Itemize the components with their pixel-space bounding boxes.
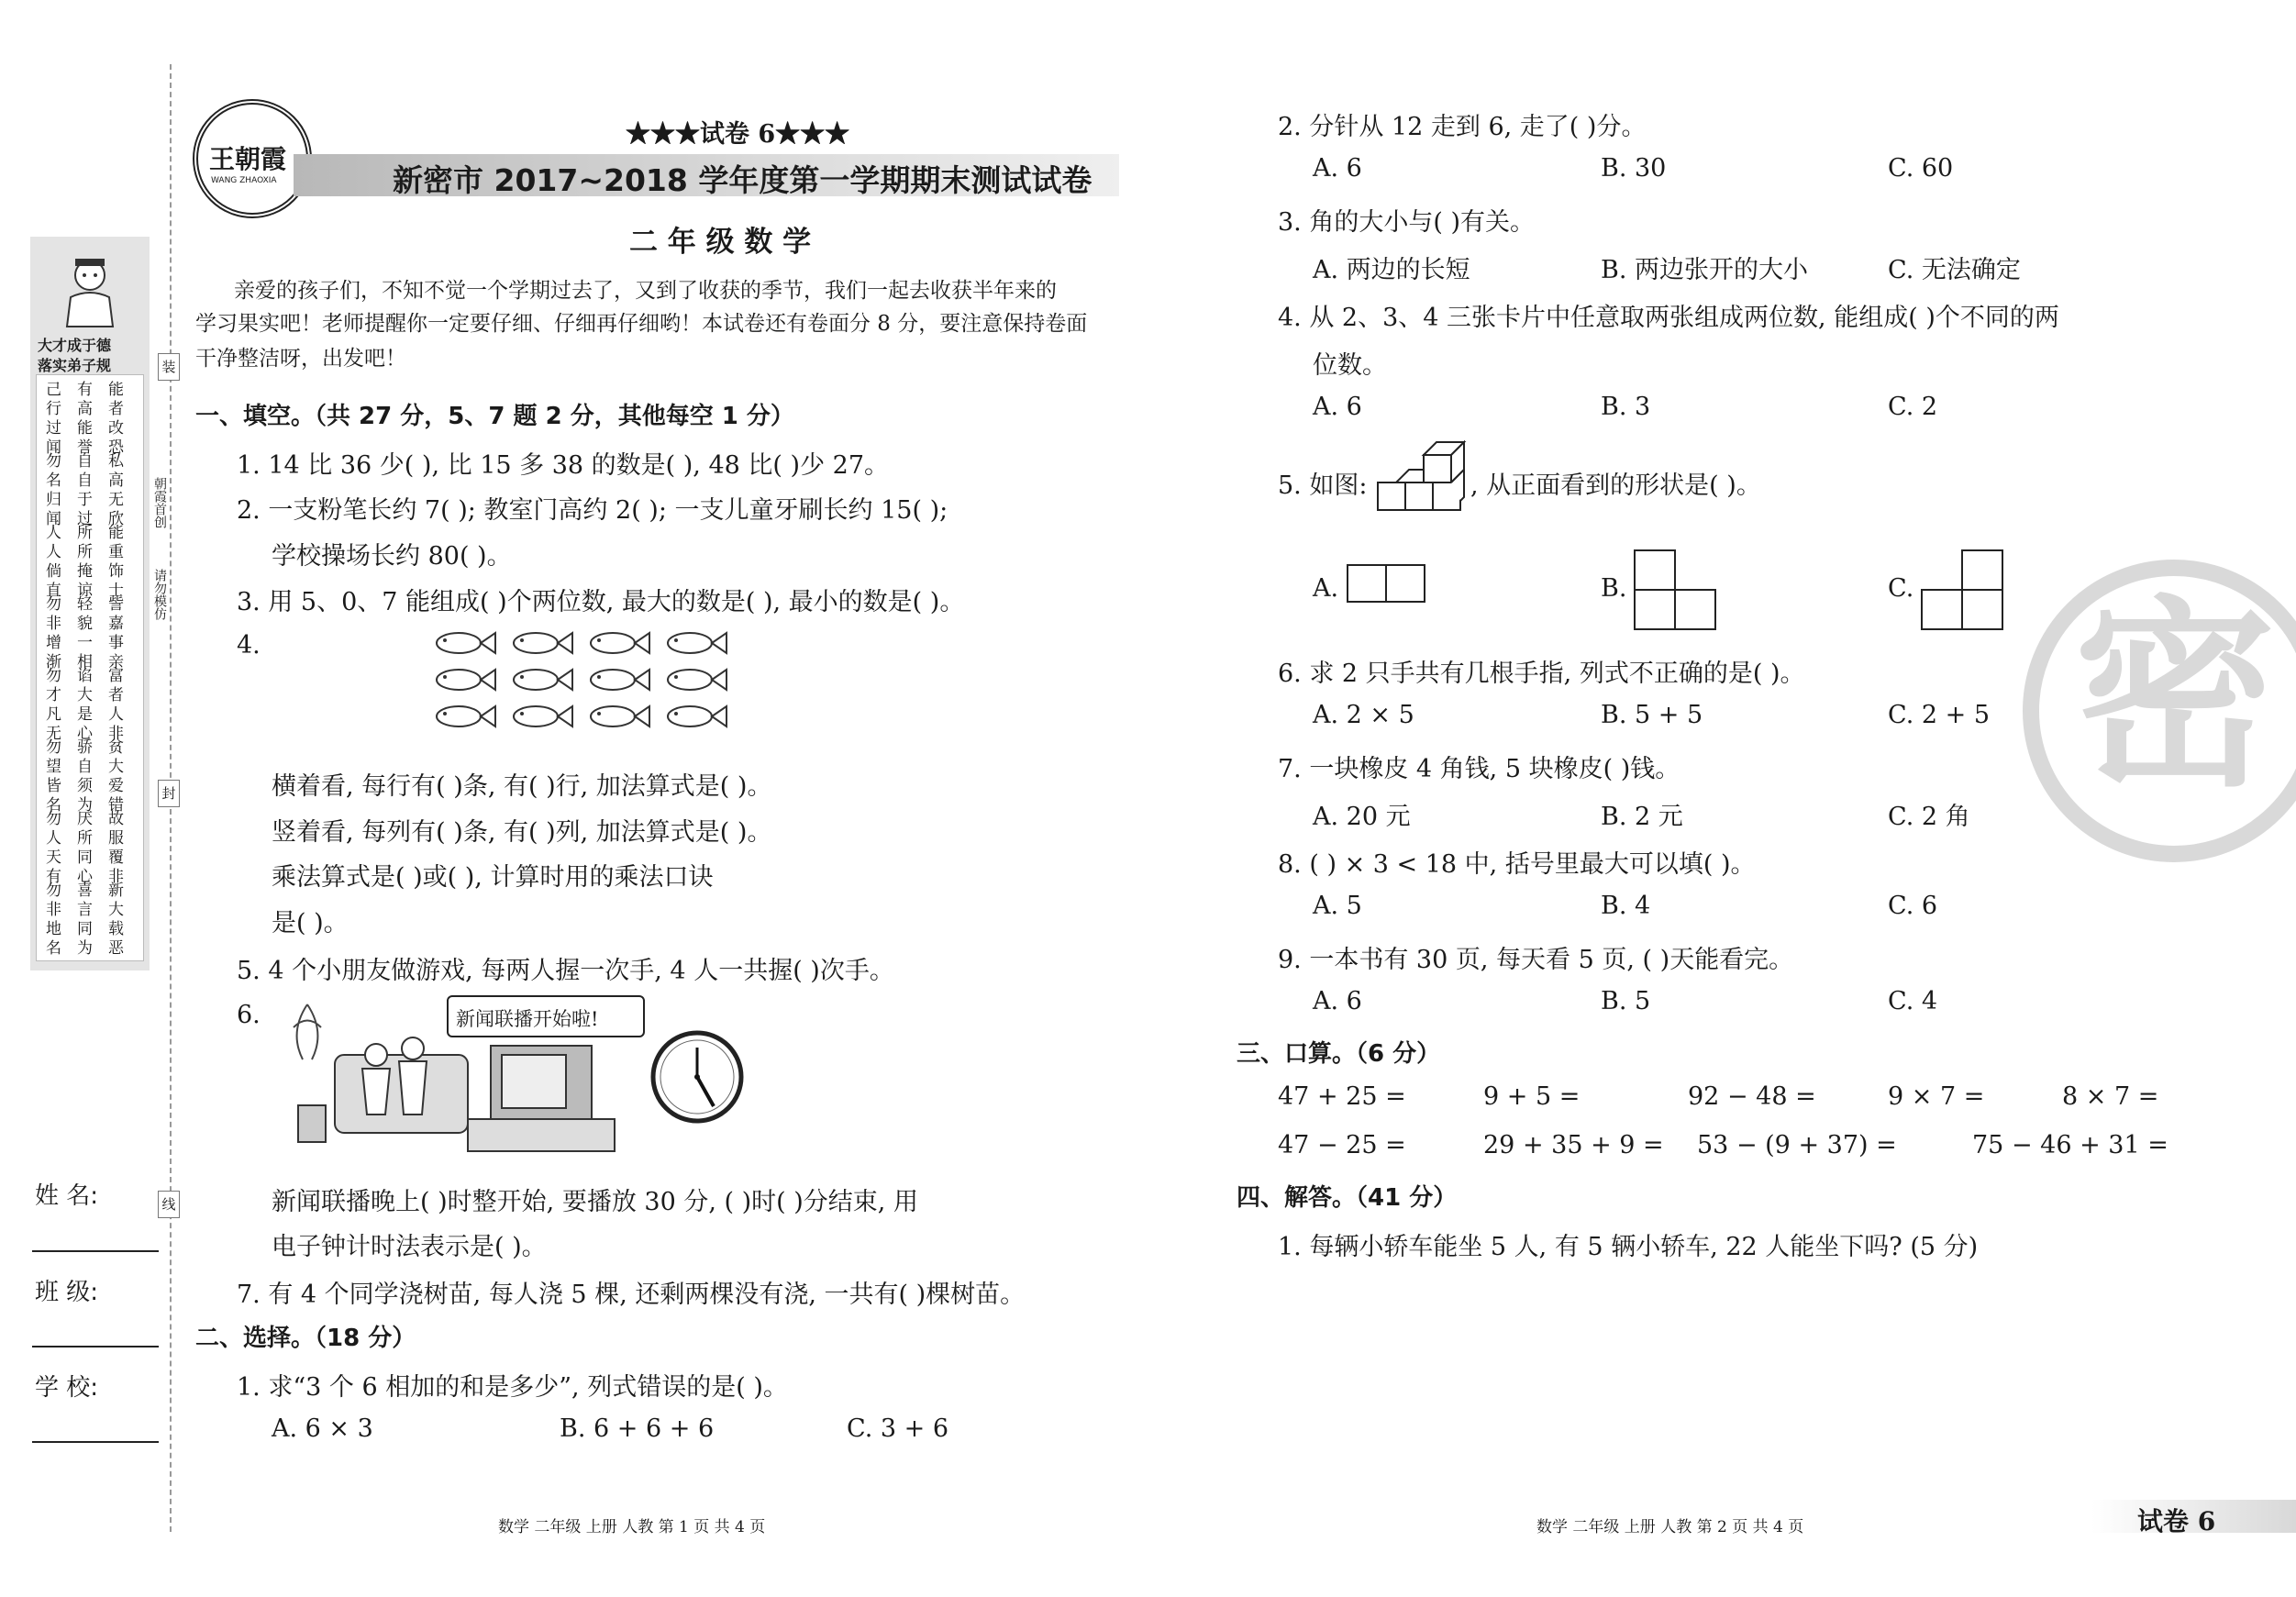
s2-q1: 1. 求“3 个 6 相加的和是多少”, 列式错误的是( )。 <box>237 1373 788 1402</box>
copyright-note: 请勿模仿 <box>152 569 167 620</box>
speech-bubble-text: 新闻联播开始啦! <box>456 1008 599 1030</box>
exam-title: 新密市 2017~2018 学年度第一学期期末测试试卷 <box>393 162 1093 198</box>
motto-column: 厌所同心 <box>77 810 93 886</box>
s1-q1: 1. 14 比 36 少( ), 比 15 多 38 的数是( ), 48 比( )少 27。 <box>237 451 890 480</box>
name-field-label: 姓 名: <box>35 1182 99 1210</box>
fish-picture <box>431 628 739 738</box>
oral-calc-item: 29 + 35 + 9 = <box>1483 1131 1664 1159</box>
motto-column: 訾嘉事亲 <box>108 595 124 671</box>
s1-q2a: 2. 一支粉笔长约 7( ); 教室门高约 2( ); 一支儿童牙刷长约 15( ); <box>237 496 948 525</box>
s2-q1-option-a[interactable]: A. 6 × 3 <box>272 1414 373 1443</box>
s2-q5-option-a[interactable]: A. <box>1313 574 1339 603</box>
oral-calc-item: 53 − (9 + 37) = <box>1697 1131 1897 1159</box>
fish-icon <box>585 628 651 658</box>
s2-q5-suffix: , 从正面看到的形状是( )。 <box>1470 471 1761 500</box>
school-field-label: 学 校: <box>35 1374 99 1402</box>
s1-q4d: 是( )。 <box>272 909 349 937</box>
intro-line: 亲爱的孩子们，不知不觉一个学期过去了，又到了收获的季节，我们一起去收获半年来的 <box>234 279 1057 303</box>
motto-column: 新大载恶 <box>108 882 124 958</box>
motto-column: 能者改恐 <box>108 381 124 457</box>
motto-column: 私高无欣 <box>108 452 124 528</box>
sidebar-slogan-1: 大才成于德 <box>38 337 112 354</box>
s2-q7-option-b[interactable]: B. 2 元 <box>1601 803 1683 831</box>
oral-calc-item: 9 × 7 = <box>1888 1082 1985 1111</box>
fish-icon <box>508 628 574 658</box>
s2-q8-option-a[interactable]: A. 5 <box>1313 892 1362 920</box>
s1-q3: 3. 用 5、0、7 能组成( )个两位数, 最大的数是( ), 最小的数是( )。 <box>237 588 965 616</box>
section4-heading: 四、解答。（41 分） <box>1237 1184 1458 1212</box>
s2-q5-option-c[interactable]: C. <box>1888 574 1914 603</box>
page-footer-left: 数学 二年级 上册 人教 第 1 页 共 4 页 <box>498 1518 766 1536</box>
s2-q8: 8. ( ) × 3 < 18 中, 括号里最大可以填( )。 <box>1278 850 1756 879</box>
oral-calc-item: 75 − 46 + 31 = <box>1972 1131 2168 1159</box>
fish-icon <box>662 702 728 731</box>
motto-column: 勿人天有 <box>46 810 61 886</box>
section3-heading: 三、口算。（6 分） <box>1237 1040 1441 1068</box>
motto-column: 有高能誉 <box>77 381 93 457</box>
fish-icon <box>431 665 497 694</box>
cube-stack-figure <box>1376 438 1468 535</box>
motto-column: 富者人非 <box>108 667 124 743</box>
s1-q7: 7. 有 4 个同学浇树苗, 每人浇 5 棵, 还剩两棵没有浇, 一共有( )棵树苗。 <box>237 1281 1026 1309</box>
fish-icon <box>662 665 728 694</box>
clock-icon <box>649 1029 745 1125</box>
s2-q4b: 位数。 <box>1313 351 1387 380</box>
stamp-character: 密 <box>2074 576 2277 814</box>
s1-q4a: 横着看, 每行有( )条, 有( )行, 加法算式是( )。 <box>272 772 772 801</box>
s2-q9: 9. 一本书有 30 页, 每天看 5 页, ( )天能看完。 <box>1278 946 1794 974</box>
oral-calc-item: 8 × 7 = <box>2062 1082 2159 1111</box>
s2-q2: 2. 分针从 12 走到 6, 走了( )分。 <box>1278 113 1647 141</box>
speech-bubble <box>447 995 645 1037</box>
motto-column: 喜言同为 <box>77 882 93 958</box>
oral-calc-item: 92 − 48 = <box>1688 1082 1816 1111</box>
s2-q2-option-a[interactable]: A. 6 <box>1313 154 1362 183</box>
intro-line: 干净整洁呀，出发吧！ <box>195 347 406 371</box>
fish-icon <box>508 702 574 731</box>
logo-subtext: WANG ZHAOXIA <box>211 176 277 185</box>
page-footer-right: 数学 二年级 上册 人教 第 2 页 共 4 页 <box>1536 1518 1804 1536</box>
option-a-shape[interactable] <box>1346 563 1428 604</box>
footer-paper-tag: 试卷 6 <box>2137 1506 2216 1536</box>
s2-q9-option-c[interactable]: C. 4 <box>1888 987 1938 1015</box>
s2-q2-option-c[interactable]: C. 60 <box>1888 154 1954 183</box>
s1-q4c: 乘法算式是( )或( ), 计算时用的乘法口诀 <box>272 863 714 892</box>
s2-q9-option-b[interactable]: B. 5 <box>1601 987 1651 1015</box>
s1-q4-number: 4. <box>237 631 261 660</box>
s2-q1-option-b[interactable]: B. 6 + 6 + 6 <box>560 1414 715 1443</box>
sidebar-slogan-2: 落实弟子规 <box>38 357 112 374</box>
motto-column: 所所掩谅 <box>77 524 93 600</box>
s1-q4b: 竖着看, 每列有( )条, 有( )列, 加法算式是( )。 <box>272 818 772 847</box>
binding-mark: 装 <box>158 353 180 381</box>
binding-mark: 线 <box>158 1191 180 1218</box>
motto-column: 己行过闻 <box>46 381 61 457</box>
logo-text: 王朝霞 <box>209 144 287 174</box>
s2-q6-option-b[interactable]: B. 5 + 5 <box>1601 701 1703 729</box>
motto-column: 贫大爱错 <box>108 738 124 815</box>
option-c-shape[interactable] <box>1920 549 2006 631</box>
intro-line: 学习果实吧！老师提醒你一定要仔细、仔细再仔细哟！本试卷还有卷面分 8 分，要注意保持卷面 <box>195 312 1088 336</box>
class-field-label: 班 级: <box>35 1279 99 1306</box>
scholar-figure-icon <box>58 255 122 328</box>
motto-column: 自自于过 <box>77 452 93 528</box>
fish-icon <box>662 628 728 658</box>
s1-q6a: 新闻联播晚上( )时整开始, 要播放 30 分, ( )时( )分结束, 用 <box>272 1188 918 1216</box>
s4-q1: 1. 每辆小轿车能坐 5 人, 有 5 辆小轿车, 22 人能坐下吗? (5 分) <box>1278 1233 1979 1261</box>
oral-calc-item: 9 + 5 = <box>1483 1082 1581 1111</box>
s2-q8-option-c[interactable]: C. 6 <box>1888 892 1938 920</box>
s2-q4-option-a[interactable]: A. 6 <box>1313 393 1362 421</box>
s2-q6-option-a[interactable]: A. 2 × 5 <box>1313 701 1414 729</box>
motto-column: 勿名归闻 <box>46 452 61 528</box>
s2-q3: 3. 角的大小与( )有关。 <box>1278 208 1535 237</box>
fish-icon <box>585 702 651 731</box>
s2-q4-option-c[interactable]: C. 2 <box>1888 393 1938 421</box>
s2-q3-option-b[interactable]: B. 两边张开的大小 <box>1601 256 1809 284</box>
secret-stamp <box>2023 560 2296 862</box>
s2-q7: 7. 一块橡皮 4 角钱, 5 块橡皮( )钱。 <box>1278 755 1680 783</box>
s2-q9-option-a[interactable]: A. 6 <box>1313 987 1362 1015</box>
motto-column: 勿非增渐 <box>46 595 61 671</box>
section2-heading: 二、选择。（18 分） <box>195 1325 416 1352</box>
class-field[interactable] <box>32 1346 159 1347</box>
subject-title: 二 年 级 数 学 <box>629 226 812 259</box>
copyright-note: 朝霞首创 <box>152 477 167 528</box>
fish-icon <box>431 628 497 658</box>
s2-q7-option-a[interactable]: A. 20 元 <box>1313 803 1411 831</box>
motto-column: 能重饰士 <box>108 524 124 600</box>
motto-column: 谄大是心 <box>77 667 93 743</box>
s2-q4-option-b[interactable]: B. 3 <box>1601 393 1651 421</box>
fish-icon <box>431 702 497 731</box>
motto-column: 骄自须为 <box>77 738 93 815</box>
motto-column: 勿非地名 <box>46 882 61 958</box>
s2-q4a: 4. 从 2、3、4 三张卡片中任意取两张组成两位数, 能组成( )个不同的两 <box>1278 304 2059 332</box>
s2-q6: 6. 求 2 只手共有几根手指, 列式不正确的是( )。 <box>1278 660 1805 688</box>
s2-q8-option-b[interactable]: B. 4 <box>1601 892 1651 920</box>
s2-q5-prefix: 5. 如图: <box>1278 471 1368 500</box>
sidebar-panel <box>30 237 150 970</box>
s1-q5: 5. 4 个小朋友做游戏, 每两人握一次手, 4 人一共握( )次手。 <box>237 957 894 985</box>
motto-column: 勿才凡无 <box>46 667 61 743</box>
motto-column: 人人倘直 <box>46 524 61 600</box>
motto-column: 勿望皆名 <box>46 738 61 815</box>
s2-q3-option-a[interactable]: A. 两边的长短 <box>1313 256 1470 284</box>
oral-calc-item: 47 − 25 = <box>1278 1131 1406 1159</box>
motto-column: 轻貌一相 <box>77 595 93 671</box>
s2-q1-option-c[interactable]: C. 3 + 6 <box>847 1414 949 1443</box>
fish-icon <box>508 665 574 694</box>
motto-box <box>36 374 144 961</box>
s2-q2-option-b[interactable]: B. 30 <box>1601 154 1667 183</box>
binding-mark: 封 <box>158 780 180 807</box>
paper-tag: ★★★试卷 6★★★ <box>626 120 850 149</box>
fish-icon <box>585 665 651 694</box>
s2-q5-option-b[interactable]: B. <box>1601 574 1627 603</box>
s2-q6-option-c[interactable]: C. 2 + 5 <box>1888 701 1991 729</box>
school-field[interactable] <box>32 1441 159 1443</box>
section1-heading: 一、填空。（共 27 分，5、7 题 2 分，其他每空 1 分） <box>195 403 794 430</box>
motto-column: 故服覆非 <box>108 810 124 886</box>
s2-q3-option-c[interactable]: C. 无法确定 <box>1888 256 2021 284</box>
name-field[interactable] <box>32 1250 159 1252</box>
s1-q2b: 学校操场长约 80( )。 <box>272 542 512 571</box>
s2-q7-option-c[interactable]: C. 2 角 <box>1888 803 1970 831</box>
s1-q6b: 电子钟计时法表示是( )。 <box>272 1233 547 1261</box>
oral-calc-item: 47 + 25 = <box>1278 1082 1406 1111</box>
s1-q6-number: 6. <box>237 1001 261 1029</box>
option-b-shape[interactable] <box>1633 549 1719 631</box>
